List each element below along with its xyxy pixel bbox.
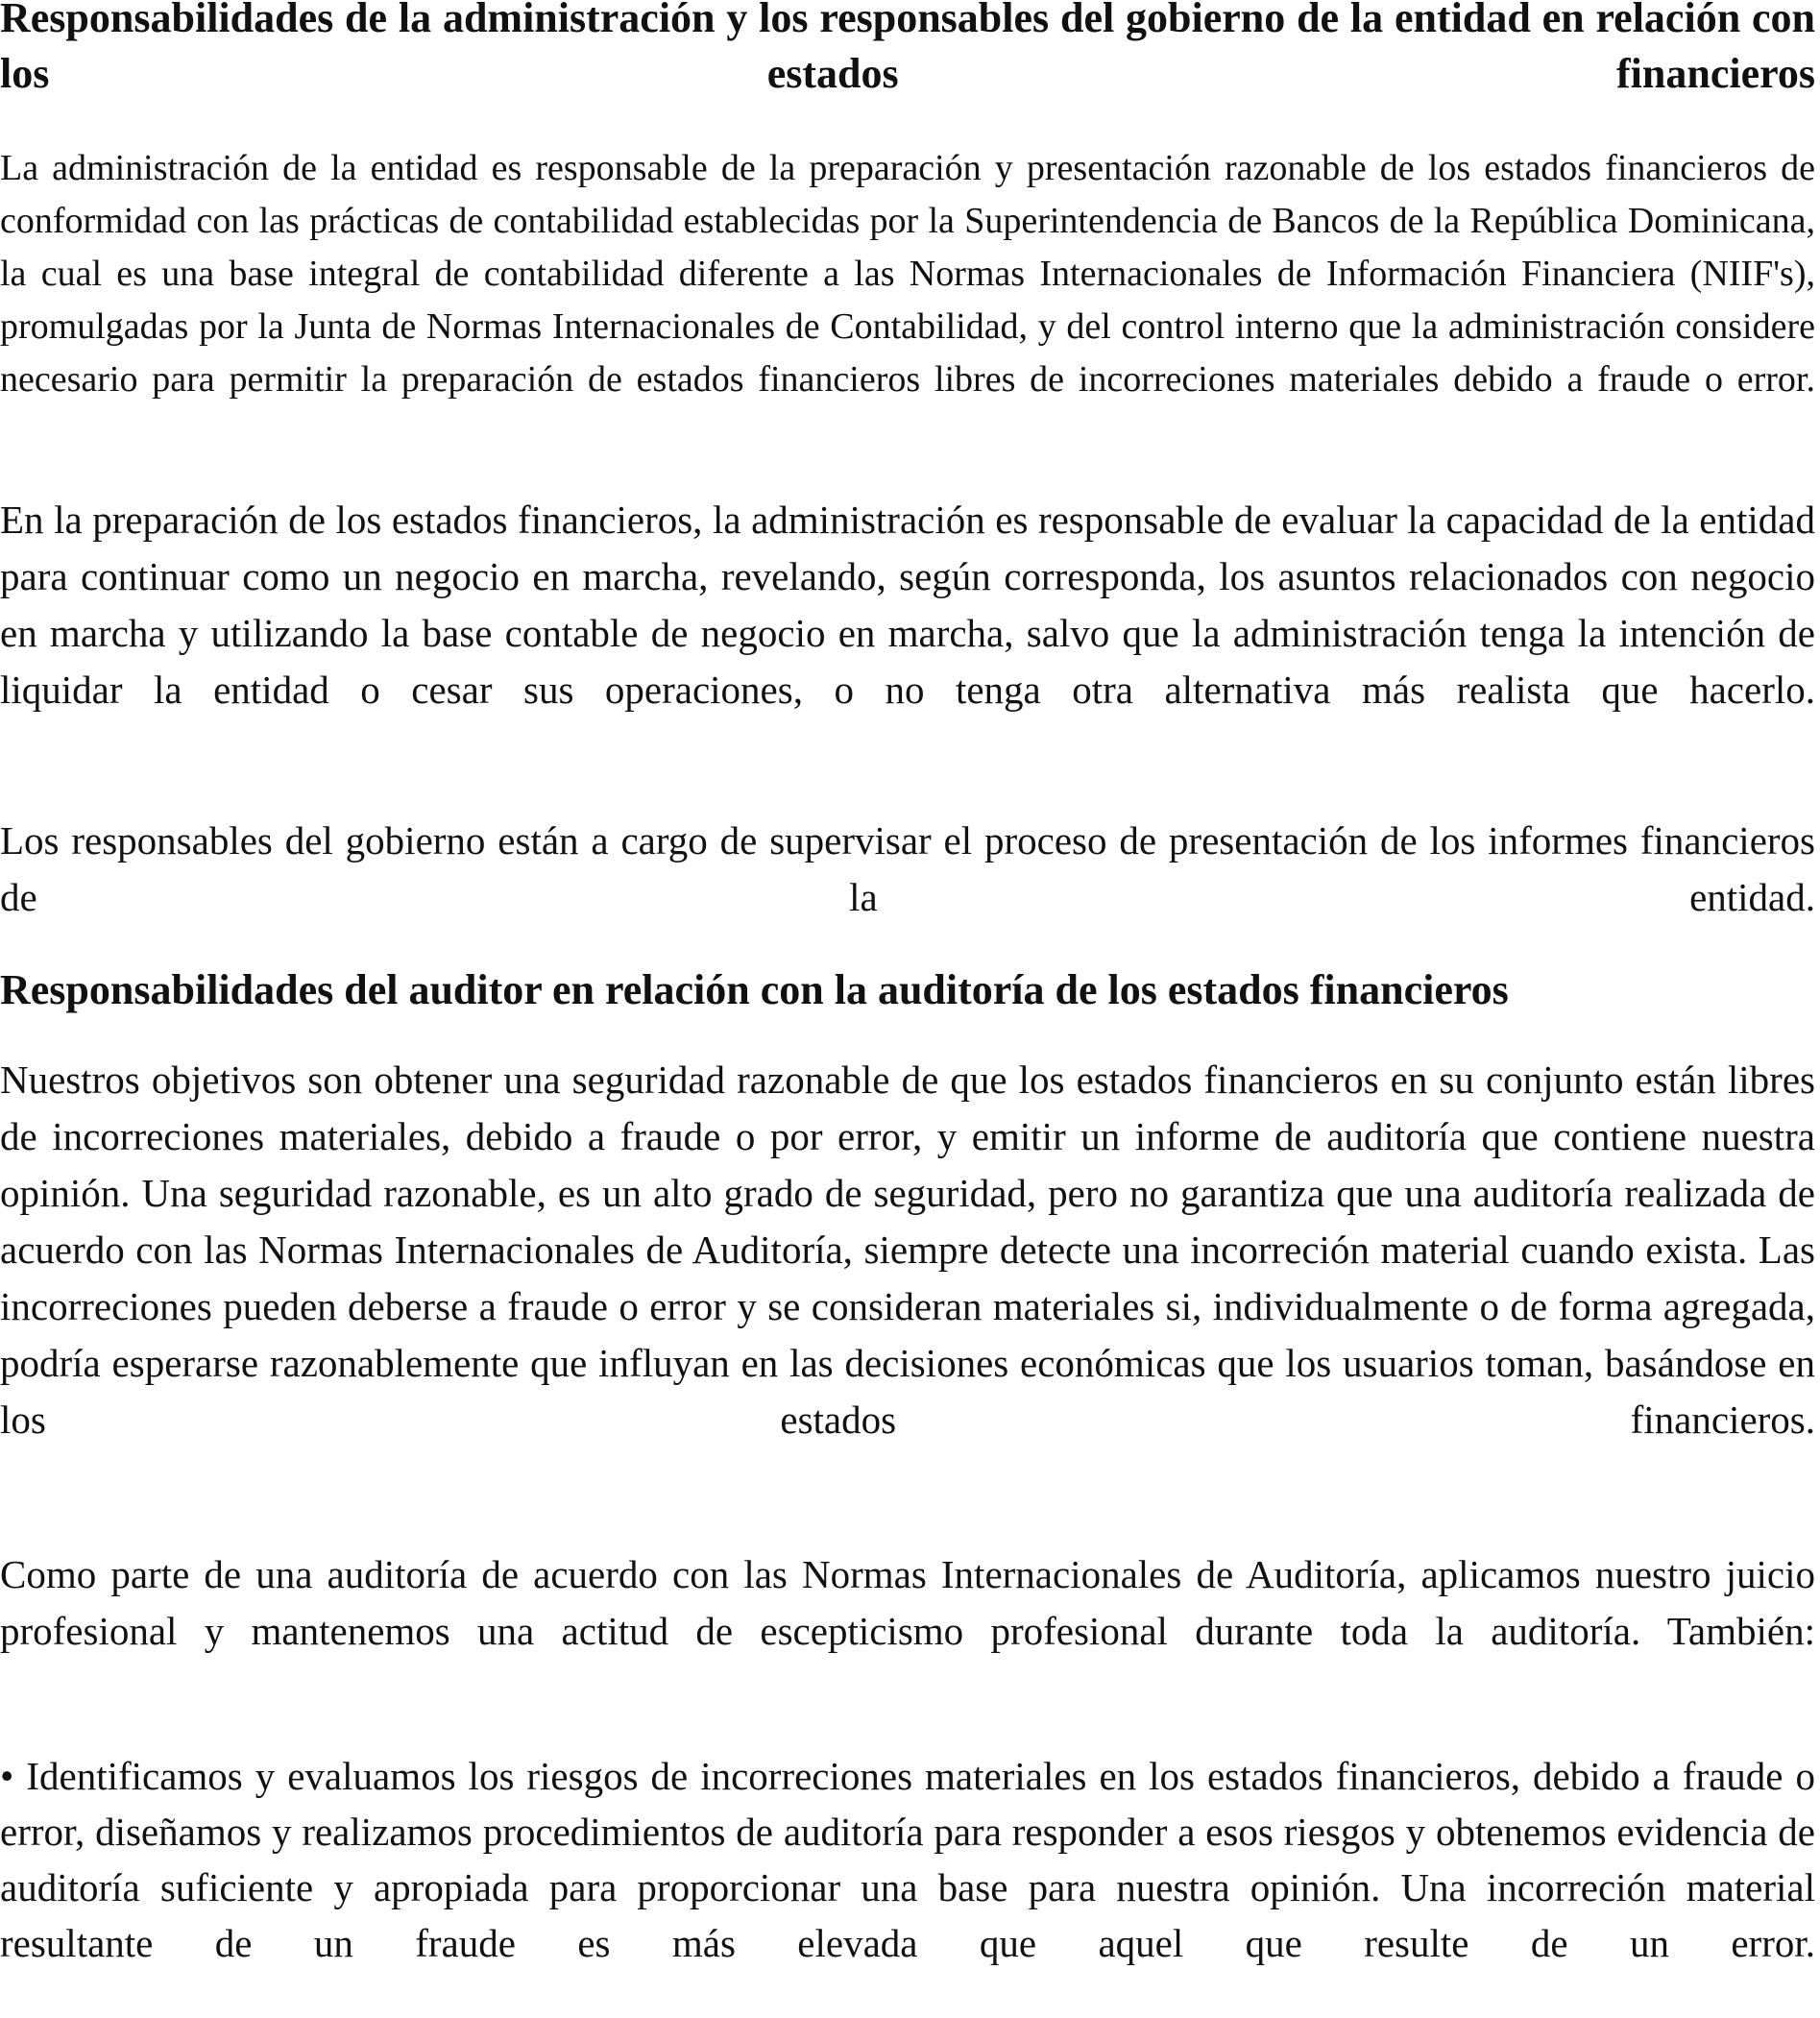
- bullet-risk-identification: • Identificamos y evaluamos los riesgos de incorreciones materiales en los estados financieros, debido a fraude o error, diseñamos y realizamos procedimientos de auditoría para responder a esos riesgos y obtenemos evidencia de auditoría suficiente y apropiada para proporcionar una base para nuestra opinión. Una incorreción material resultante de un fraude es más elevada que aquel que resulte de un error.: [0, 1754, 1815, 1965]
- paragraph-professional-judgment: Como parte de una auditoría de acuerdo con las Normas Internacionales de Auditoría, aplicamos nuestro juicio profesional y mantenemos una actitud de escepticismo profesional durante toda la auditoría. También:: [0, 1552, 1815, 1653]
- paragraph-governance-supervision: Los responsables del gobierno están a cargo de supervisar el proceso de presentación de los informes financieros de la entidad.: [0, 818, 1815, 919]
- paragraph-management-responsibility: La administración de la entidad es responsable de la preparación y presentación razonable de los estados financieros de conformidad con las prácticas de contabilidad establecidas por la Superintendencia de Bancos de la República Dominicana, la cual es una base integral de contabilidad diferente a las Normas Internacionales de Información Financiera (NIIF's), promulgadas por la Junta de Normas Internacionales de Contabilidad, y del control interno que la administración considere necesario para permitir la preparación de estados financieros libres de incorreciones materiales debido a fraude o error.: [0, 148, 1815, 400]
- section-heading-management-responsibilities: Responsabilidades de la administración y los responsables del gobierno de la entidad en relación con los estados financieros: [0, 0, 1815, 97]
- paragraph-audit-objectives: Nuestros objetivos son obtener una seguridad razonable de que los estados financieros en su conjunto están libres de incorreciones materiales, debido a fraude o por error, y emitir un informe de auditoría que contiene nuestra opinión. Una seguridad razonable, es un alto grado de seguridad, pero no garantiza que una auditoría realizada de acuerdo con las Normas Internacionales de Auditoría, siempre detecte una incorreción material cuando exista. Las incorreciones pueden deberse a fraude o error y se consideran materiales si, individualmente o de forma agregada, podría esperarse razonablemente que influyan en las decisiones económicas que los usuarios toman, basándose en los estados financieros.: [0, 1058, 1815, 1442]
- paragraph-going-concern: En la preparación de los estados financieros, la administración es responsable de evaluar la capacidad de la entidad para continuar como un negocio en marcha, revelando, según corresponda, los asuntos relacionados con negocio en marcha y utilizando la base contable de negocio en marcha, salvo que la administración tenga la intención de liquidar la entidad o cesar sus operaciones, o no tenga otra alternativa más realista que hacerlo.: [0, 498, 1815, 712]
- section-heading-auditor-responsibilities: Responsabilidades del auditor en relación con la auditoría de los estados financieros: [0, 966, 1509, 1013]
